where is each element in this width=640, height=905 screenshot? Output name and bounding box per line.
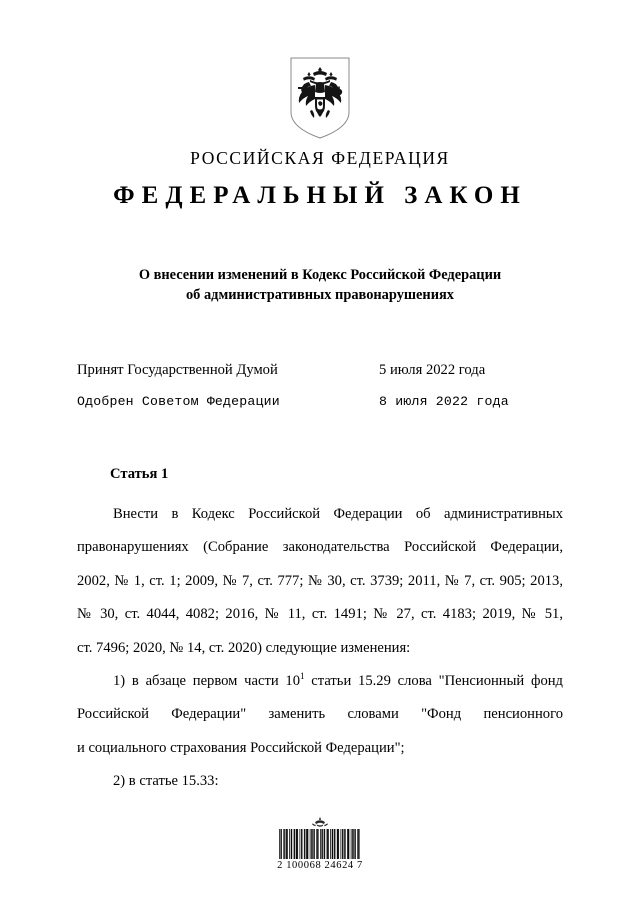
paragraph-item-2 [77,765,563,798]
paragraph-item-1-line-2: Российской Федерации" заменить словами "Фонд пенсионного [77,706,563,723]
paragraph-intro-line-5: ст. 7496; 2020, № 14, ст. 2020) следующие изменения: [77,639,411,656]
paragraph-item-1 [77,665,563,765]
council-approval-label: Одобрен Советом Федерации [77,394,280,409]
council-approval-date: 8 июля 2022 года [379,394,509,409]
barcode-bars [279,829,361,859]
document-title-line-1: О внесении изменений в Кодекс Российской Федерации [138,267,502,283]
country-heading: РОССИЙСКАЯ ФЕДЕРАЦИЯ [190,148,450,168]
paragraph-intro-line-4: № 30, ст. 4044, 4082; 2016, № 11, ст. 1491; № 27, ст. 4183; 2019, № 51, [77,606,563,623]
paragraph-item-1-line-3: и социального страхования Российской Федерации"; [77,739,405,756]
superscript-part-number: 1 [300,671,305,682]
duma-adoption-label: Принят Государственной Думой [77,362,278,378]
adoption-block [77,362,527,426]
law-type-heading: ФЕДЕРАЛЬНЫЙ ЗАКОН [113,182,527,209]
document-title [60,265,580,305]
duma-adoption-date: 5 июля 2022 года [379,362,486,378]
paragraph-intro-line-1: Внести в Кодекс Российской Федерации об административных [113,506,563,522]
coat-of-arms-container [0,56,640,140]
paragraph-item-1-line-1: 1) в абзаце первом части $10^1$ статьи 15.29 слова "Пенсионный фонд [113,671,563,690]
adoption-row-duma [77,362,527,394]
paragraph-intro [77,498,563,665]
russian-coat-of-arms-icon [289,56,351,140]
paragraph-intro-line-2: правонарушениях (Собрание законодательства Российской Федерации, [77,539,563,556]
adoption-row-council [77,394,527,426]
paragraph-intro-line-3: 2002, № 1, ст. 1; 2009, № 7, ст. 777; № 30, ст. 3739; 2011, № 7, ст. 905; 2013, [77,572,563,589]
barcode-emblem-icon [309,816,331,828]
article-heading: Статья 1 [110,466,169,482]
barcode-digits: 2 100068 24624 7 [277,860,363,871]
barcode-block [0,816,640,871]
document-body [77,498,563,799]
document-title-line-2: об административных правонарушениях [185,287,454,303]
paragraph-item-2-line-1: 2) в статье 15.33: [113,773,219,790]
